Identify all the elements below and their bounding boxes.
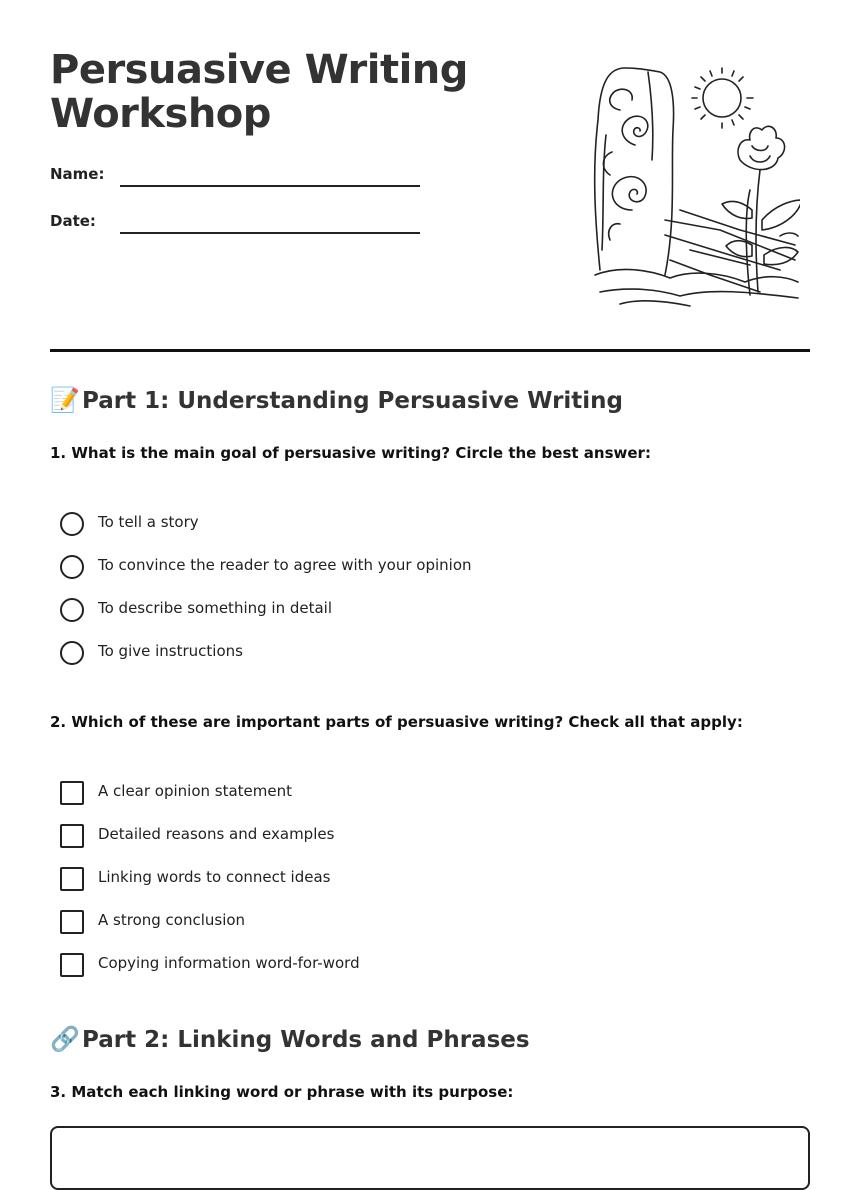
link-icon: 🔗	[50, 1025, 80, 1053]
q2-option-2[interactable]	[60, 824, 760, 850]
option-label: To describe something in detail	[98, 599, 333, 617]
q2-option-4[interactable]	[60, 910, 760, 936]
name-label: Name:	[50, 165, 105, 183]
radio-circle[interactable]	[60, 512, 84, 536]
option-label: A clear opinion statement	[98, 782, 293, 800]
q1-option-2[interactable]	[60, 555, 760, 581]
part2-title: Part 2: Linking Words and Phrases	[82, 1027, 530, 1053]
matching-box	[50, 1126, 810, 1190]
memo-icon: 📝	[50, 386, 80, 414]
option-label: Detailed reasons and examples	[98, 825, 335, 843]
header-divider	[50, 349, 810, 352]
radio-circle[interactable]	[60, 598, 84, 622]
q2-option-1[interactable]	[60, 781, 760, 807]
option-label: Copying information word-for-word	[98, 954, 360, 972]
checkbox[interactable]	[60, 910, 84, 934]
name-field[interactable]	[50, 165, 420, 195]
question-3: 3. Match each linking word or phrase with its purpose:	[50, 1083, 514, 1101]
date-field[interactable]	[50, 212, 420, 242]
checkbox[interactable]	[60, 953, 84, 977]
option-label: To give instructions	[98, 642, 243, 660]
q2-option-3[interactable]	[60, 867, 760, 893]
worksheet-title	[50, 48, 468, 136]
worksheet-header	[50, 0, 810, 352]
q1-option-1[interactable]	[60, 512, 760, 538]
title-line-2: Workshop	[50, 91, 271, 137]
radio-circle[interactable]	[60, 641, 84, 665]
checkbox[interactable]	[60, 824, 84, 848]
option-label: Linking words to connect ideas	[98, 868, 331, 886]
question-1: 1. What is the main goal of persuasive writing? Circle the best answer:	[50, 444, 651, 462]
checkbox[interactable]	[60, 867, 84, 891]
option-label: To tell a story	[98, 513, 199, 531]
part1-heading	[50, 386, 623, 414]
checkbox[interactable]	[60, 781, 84, 805]
date-label: Date:	[50, 212, 96, 230]
part1-title: Part 1: Understanding Persuasive Writing	[82, 388, 624, 414]
worksheet-page	[50, 0, 810, 1101]
question-2: 2. Which of these are important parts of persuasive writing? Check all that apply:	[50, 713, 743, 731]
radio-circle[interactable]	[60, 555, 84, 579]
sun-plant-landscape-icon	[540, 60, 800, 310]
option-label: A strong conclusion	[98, 911, 246, 929]
q1-option-3[interactable]	[60, 598, 760, 624]
q2-option-5[interactable]	[60, 953, 760, 979]
name-write-line[interactable]	[120, 185, 420, 187]
title-line-1: Persuasive Writing	[50, 47, 468, 93]
q1-option-4[interactable]	[60, 641, 760, 667]
part2-heading	[50, 1025, 530, 1053]
option-label: To convince the reader to agree with your opinion	[98, 556, 472, 574]
date-write-line[interactable]	[120, 232, 420, 234]
